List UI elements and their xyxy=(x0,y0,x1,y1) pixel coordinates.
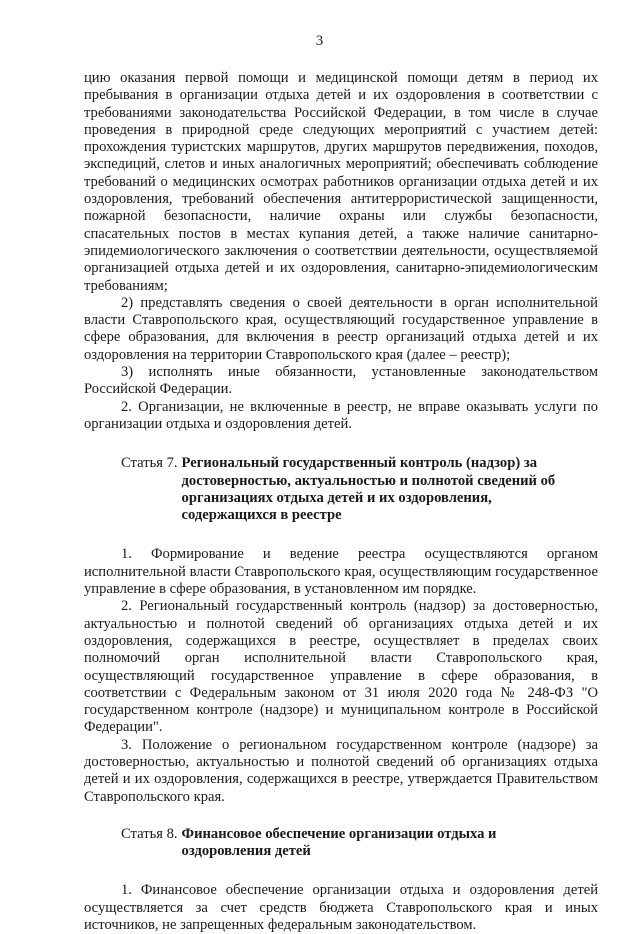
paragraph-point-2: 2. Организации, не включенные в реестр, не вправе оказывать услуги по организации отдыха и оздоровления детей. xyxy=(84,398,598,432)
article-7-title: Региональный государственный контроль (надзор) за достоверностью, актуальностью и полнотой сведений об организациях отдыха детей и их оздоровления, содержащихся в реестре xyxy=(181,455,556,524)
article-7-heading xyxy=(84,455,598,524)
article-7-paragraph-2: 2. Региональный государственный контроль (надзор) за достоверностью, актуальностью и полнотой сведений об организациях отдыха детей и их оздоровления, содержащихся в реестре, осуществляет в пределах своих полномочий орган исполнительной власти Ставропольского края, осуществляющий государственное управление в сфере образования, в соответствии с Федеральным законом от 31 июля 2020 года № 248-ФЗ "О государственном контроле (надзоре) и муниципальном контроле в Российской Федерации". xyxy=(84,598,598,736)
paragraph-item-2: 2) представлять сведения о своей деятельности в орган исполнительной власти Ставропольского края, осуществляющий государственное управление в сфере образования, для включения в реестр организаций отдыха детей и их оздоровления на территории Ставропольского края (далее – реестр); xyxy=(84,294,598,363)
paragraph-continuation: цию оказания первой помощи и медицинской помощи детям в период их пребывания в организации отдыха детей и их оздоровления в соответствии с требованиями законодательства Российской Федерации, в том числе в случае проведения в природной среде следующих мероприятий с участием детей: прохождения туристских маршрутов, других маршрутов передвижения, походов, экспедиций, слетов и иных аналогичных мероприятий; обеспечивать соблюдение требований о медицинских осмотрах работников организации отдыха детей и их оздоровления, требований обеспечения антитеррористической защищенности, пожарной безопасности, наличие охраны или службы безопасности, спасательных постов в местах купания детей, а также наличие санитарно-эпидемиологического заключения о соответствии деятельности, осуществляемой организацией отдыха детей и их оздоровления, санитарно-эпидемиологическим требованиям; xyxy=(84,70,598,294)
page-number: 3 xyxy=(315,33,324,49)
article-7-paragraph-1: 1. Формирование и ведение реестра осуществляются органом исполнительной власти Ставропольского края, осуществляющим государственное управление в сфере образования, в установленном им порядке. xyxy=(84,546,598,598)
article-7-label: Статья 7. xyxy=(121,455,178,472)
paragraph-item-3: 3) исполнять иные обязанности, установленные законодательством Российской Федерации. xyxy=(84,364,598,398)
article-8-title: Финансовое обеспечение организации отдыха и оздоровления детей xyxy=(181,825,497,860)
document-body xyxy=(84,70,598,934)
article-8-label: Статья 8. xyxy=(121,825,178,842)
article-8-paragraph-1: 1. Финансовое обеспечение организации отдыха и оздоровления детей осуществляется за счет средств бюджета Ставропольского края и иных источников, не запрещенных федеральным законодательством. xyxy=(84,882,598,934)
article-7-paragraph-3: 3. Положение о региональном государственном контроле (надзоре) за достоверностью, актуальностью и полнотой сведений об организациях отдыха детей и их оздоровления, содержащихся в реестре, утверждается Правительством Ставропольского края. xyxy=(84,736,598,805)
article-8-heading xyxy=(84,826,598,861)
